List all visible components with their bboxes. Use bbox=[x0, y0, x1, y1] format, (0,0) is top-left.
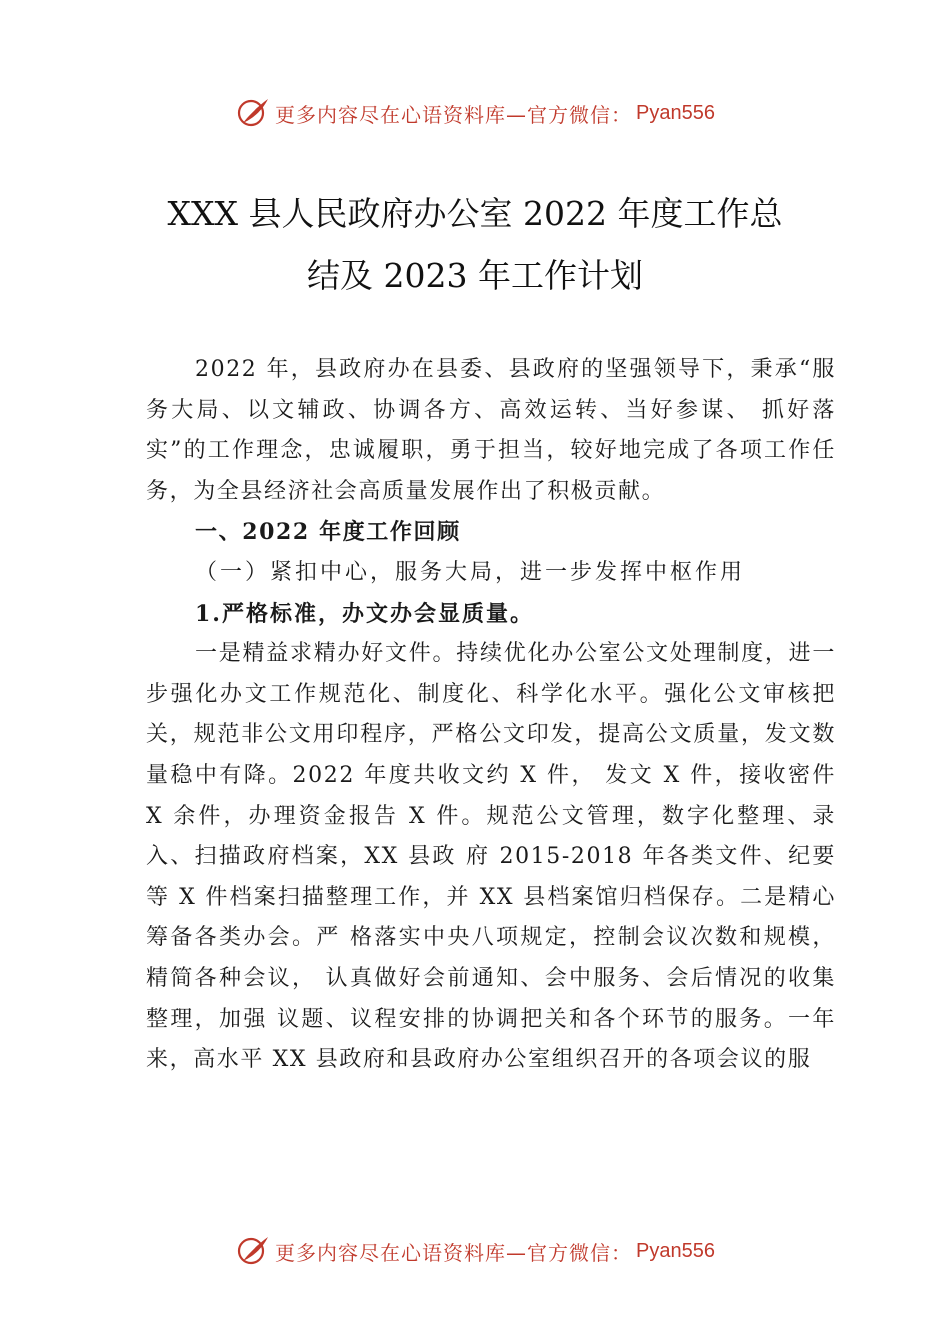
section-heading: 一、2022 年度工作回顾 bbox=[195, 519, 461, 546]
watermark-footer bbox=[0, 1233, 950, 1269]
title-line-2: 结及 2023 年工作计划 bbox=[307, 256, 643, 295]
body-paragraph: 一是精益求精办好文件。持续优化办公室公文处理制度，进一步强化办文工作规范化、制度化、科学化水平。强化公文审核把关，规范非公文用印程序，严格公文印发，提高公文质量，发文数量稳中有降。2022 年度共收文约 X 件， 发文 X 件，接收密件 X 余件，办理资金报告 X 件。规范公文管理，数字化整理、录入、扫描政府档案，XX 县政 府 2015-2018 年各类文件、纪要等 X 件档案扫描整理工作，并 XX 县档案馆归档保存。二是精心筹备各类办会。严 格落实中央八项规定，控制会议次数和规模，精简各种会议， 认真做好会前通知、会中服务、会后情况的收集整理，加强 议题、议程安排的协调把关和各个环节的服务。一年来，高水平 XX 县政府和县政府办公室组织召开的各项会议的服 bbox=[146, 641, 836, 1073]
document-body bbox=[146, 350, 836, 1081]
title-line-1: XXX 县人民政府办公室 2022 年度工作总 bbox=[167, 194, 783, 233]
watermark-wechat-id: Pyan556 bbox=[636, 101, 715, 124]
watermark-header bbox=[0, 95, 950, 131]
point-heading: 1.严格标准，办文办会显质量。 bbox=[195, 600, 534, 627]
watermark-text: 更多内容尽在心语资料库—官方微信： bbox=[275, 1240, 633, 1265]
watermark-text: 更多内容尽在心语资料库—官方微信： bbox=[275, 102, 633, 127]
subsection-heading: （一）紧扣中心，服务大局，进一步发挥中枢作用 bbox=[195, 559, 746, 585]
intro-paragraph: 2022 年，县政府办在县委、县政府的坚强领导下，秉承“服务大局、以文辅政、协调各方、高效运转、当好参谋、 抓好落实”的工作理念，忠诚履职，勇于担当，较好地完成了各项工作任务，为全县经济社会高质量发展作出了积极贡献。 bbox=[146, 357, 836, 504]
watermark-wechat-id: Pyan556 bbox=[636, 1239, 715, 1262]
quill-logo-icon bbox=[235, 1233, 271, 1269]
document-title bbox=[0, 183, 950, 307]
quill-logo-icon bbox=[235, 95, 271, 131]
